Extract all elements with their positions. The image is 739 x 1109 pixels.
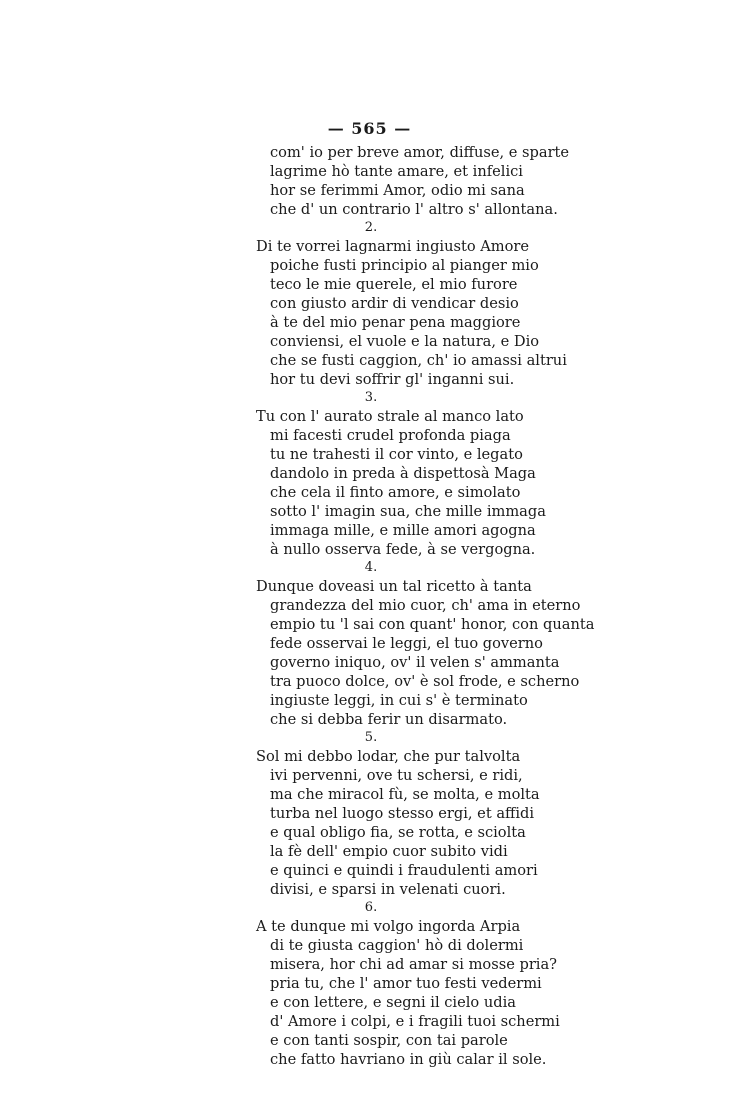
- verse-line: com' io per breve amor, diffuse, e sparte: [270, 144, 570, 161]
- verse-line: e con lettere, e segni il cielo udia: [270, 994, 516, 1011]
- verse-line: e quinci e quindi i fraudulenti amori: [270, 862, 538, 879]
- verse-line: e qual obligo fia, se rotta, e sciolta: [270, 824, 526, 841]
- stanza-number: 6.: [364, 900, 378, 915]
- verse-line: teco le mie querele, el mio furore: [270, 276, 518, 293]
- verse-line: à nullo osserva fede, à se vergogna.: [270, 541, 536, 558]
- verse-line: tra puoco dolce, ov' è sol frode, e scherno: [270, 673, 580, 690]
- verse-line: pria tu, che l' amor tuo festi vedermi: [270, 975, 542, 992]
- verse-line: à te del mio penar pena maggiore: [270, 314, 521, 331]
- verse-line: tu ne trahesti il cor vinto, e legato: [270, 446, 523, 463]
- verse-line: dandolo in preda à dispettosà Maga: [270, 465, 536, 482]
- verse-line: di te giusta caggion' hò di dolermi: [270, 937, 524, 954]
- verse-line: la fè dell' empio cuor subito vidi: [270, 843, 508, 860]
- verse-line: Tu con l' aurato strale al manco lato: [256, 408, 524, 425]
- verse-line: Sol mi debbo lodar, che pur talvolta: [256, 748, 521, 765]
- verse-line: turba nel luogo stesso ergi, et affidi: [270, 805, 535, 822]
- verse-line: lagrime hò tante amare, et infelici: [270, 163, 523, 180]
- verse-line: immaga mille, e mille amori agogna: [270, 522, 536, 539]
- verse-line: con giusto ardir di vendicar desio: [270, 295, 519, 312]
- verse-line: grandezza del mio cuor, ch' ama in eterno: [270, 597, 581, 614]
- verse-line: misera, hor chi ad amar si mosse pria?: [270, 956, 557, 973]
- verse-line: divisi, e sparsi in velenati cuori.: [270, 881, 506, 898]
- verse-line: Dunque doveasi un tal ricetto à tanta: [256, 578, 532, 595]
- verse-line: conviensi, el vuole e la natura, e Dio: [270, 333, 540, 350]
- verse-line: hor se ferimmi Amor, odio mi sana: [270, 182, 525, 199]
- verse-line: che se fusti caggion, ch' io amassi altrui: [270, 352, 567, 369]
- verse-line: hor tu devi soffrir gl' inganni sui.: [270, 371, 515, 388]
- stanza-number: 3.: [364, 390, 378, 405]
- poem-body: [256, 143, 596, 1069]
- verse-line: ivi pervenni, ove tu schersi, e ridi,: [270, 767, 523, 784]
- verse-line: empio tu 'l sai con quant' honor, con quanta: [270, 616, 595, 633]
- stanza-number: 2.: [364, 220, 378, 235]
- stanza-number: 5.: [364, 730, 378, 745]
- verse-line: ingiuste leggi, in cui s' è terminato: [270, 692, 528, 709]
- verse-line: Di te vorrei lagnarmi ingiusto Amore: [256, 238, 530, 255]
- verse-line: ma che miracol fù, se molta, e molta: [270, 786, 540, 803]
- verse-line: che cela il finto amore, e simolato: [270, 484, 521, 501]
- stanza-number: 4.: [364, 560, 378, 575]
- verse-line: poiche fusti principio al pianger mio: [270, 257, 539, 274]
- verse-line: A te dunque mi volgo ingorda Arpia: [256, 918, 521, 935]
- verse-line: che si debba ferir un disarmato.: [270, 711, 508, 728]
- verse-line: e con tanti sospir, con tai parole: [270, 1032, 508, 1049]
- verse-line: fede osservai le leggi, el tuo governo: [270, 635, 543, 652]
- verse-line: d' Amore i colpi, e i fragili tuoi schermi: [270, 1013, 560, 1030]
- verse-line: sotto l' imagin sua, che mille immaga: [270, 503, 546, 520]
- verse-line: che fatto havriano in giù calar il sole.: [270, 1051, 547, 1068]
- verse-line: governo iniquo, ov' il velen s' ammanta: [270, 654, 560, 671]
- page-number: — 565 —: [327, 119, 412, 138]
- verse-line: mi facesti crudel profonda piaga: [270, 427, 511, 444]
- verse-line: che d' un contrario l' altro s' allontana.: [270, 201, 558, 218]
